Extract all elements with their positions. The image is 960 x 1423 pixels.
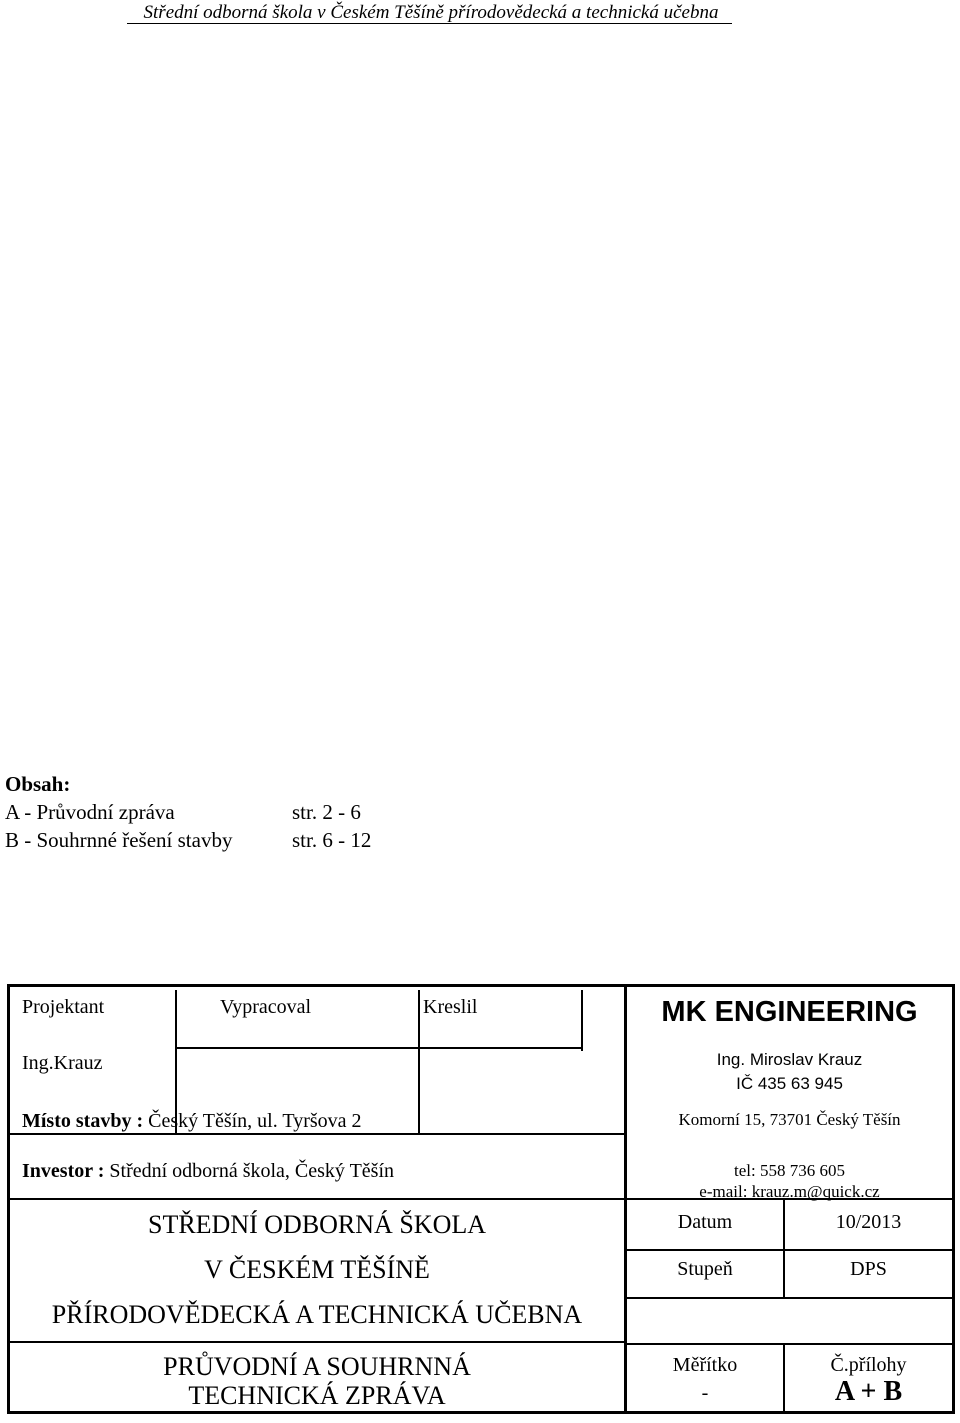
divider [418, 990, 420, 1133]
company-tel: tel: 558 736 605 [734, 1161, 845, 1180]
divider [10, 1133, 624, 1135]
header-underline [127, 23, 732, 24]
project-title-line2: V ČESKÉM TĚŠÍNĚ [204, 1255, 430, 1284]
contents-item-pages: str. 6 - 12 [292, 828, 372, 852]
vypracoval-label: Vypracoval [220, 996, 312, 1018]
scale-value: - [701, 1382, 709, 1404]
date-label: Datum [677, 1211, 733, 1233]
site-location [22, 1111, 362, 1131]
company-email: e-mail: krauz.m@quick.cz [699, 1182, 880, 1201]
title-block [7, 984, 955, 1414]
contents-item-label: B - Souhrnné řešení stavby [5, 828, 233, 852]
company-name: MK ENGINEERING [661, 996, 918, 1028]
site-value: Český Těšín, ul. Tyršova 2 [148, 1110, 362, 1132]
projektant-label: Projektant [22, 996, 105, 1018]
contents-item-label: A - Průvodní zpráva [5, 800, 175, 824]
projektant-name: Ing.Krauz [22, 1052, 103, 1074]
stage-label: Stupeň [677, 1258, 733, 1280]
attachment-value: A + B [834, 1376, 903, 1407]
project-title-line3: PŘÍRODOVĚDECKÁ A TECHNICKÁ UČEBNA [51, 1300, 583, 1329]
project-title-line1: STŘEDNÍ ODBORNÁ ŠKOLA [147, 1210, 486, 1239]
divider [581, 990, 583, 1051]
stage-value: DPS [850, 1258, 887, 1280]
site-label: Místo stavby : [22, 1110, 144, 1132]
company-address: Komorní 15, 73701 Český Těšín [678, 1110, 901, 1129]
divider [627, 1249, 952, 1251]
table-of-contents [5, 770, 372, 854]
investor [22, 1161, 394, 1181]
date-value: 10/2013 [835, 1211, 902, 1233]
contents-item [5, 826, 372, 854]
scale-label: Měřítko [672, 1354, 738, 1376]
company-person: Ing. Miroslav Krauz [716, 1050, 863, 1069]
attachment-label: Č.přílohy [830, 1354, 907, 1376]
contents-title: Obsah: [5, 772, 71, 796]
divider [627, 1343, 952, 1345]
divider [175, 1047, 583, 1049]
kreslil-label: Kreslil [423, 996, 478, 1018]
document-title-line2: TECHNICKÁ ZPRÁVA [188, 1381, 446, 1410]
document-title-line1: PRŮVODNÍ A SOUHRNNÁ [163, 1352, 471, 1381]
investor-label: Investor : [22, 1160, 105, 1182]
investor-value: Střední odborná škola, Český Těšín [109, 1160, 395, 1182]
divider [627, 1297, 952, 1299]
divider [10, 1198, 624, 1200]
page-header: Střední odborná škola v Českém Těšíně přírodovědecká a technická učebna [143, 2, 719, 23]
contents-item-pages: str. 2 - 6 [292, 800, 361, 824]
contents-item [5, 798, 361, 826]
divider [10, 1341, 624, 1343]
company-ic: IČ 435 63 945 [736, 1074, 843, 1093]
